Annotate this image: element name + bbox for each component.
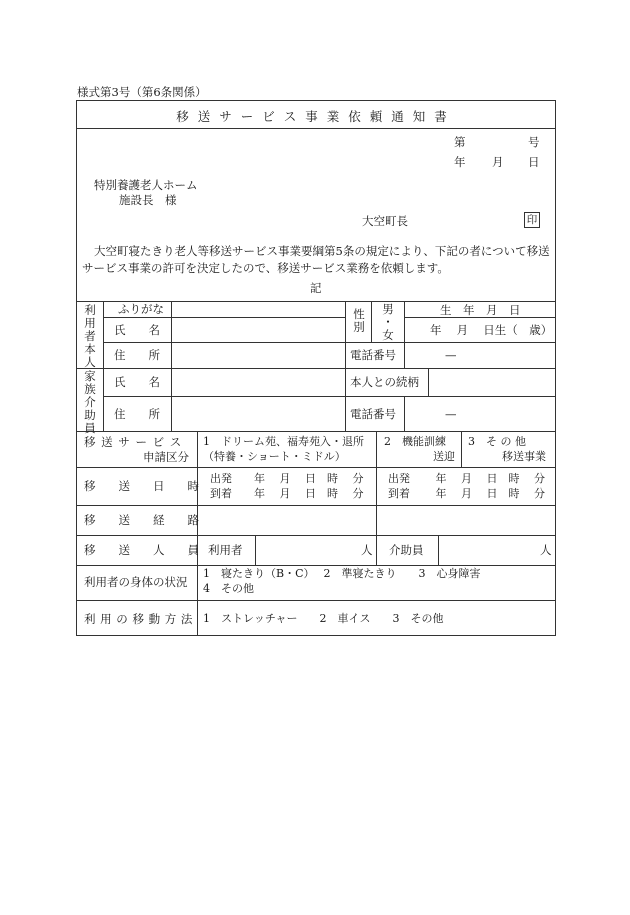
mobility-value: 1 ストレッチャー 2 車イス 3 その他 <box>203 612 444 625</box>
rule <box>76 467 556 468</box>
user-name-label: 氏 名 <box>114 323 160 337</box>
rule <box>461 431 462 467</box>
rule <box>103 301 104 431</box>
transport-datetime-label: 移 送 日 時 <box>84 479 199 493</box>
form-title: 移送サービス事業依頼通知書 <box>176 109 456 124</box>
addressee-facility: 特別養護老人ホーム <box>94 178 198 192</box>
birth-value: 年 月 日生（ 歳） <box>430 323 553 337</box>
request-body-text: 大空町寝たきり老人等移送サービス事業要綱第5条の規定により、下記の者について移送サービス事業の許可を決定したので、移送サービス業務を依頼します。 <box>82 244 550 275</box>
staff-helper-unit: 人 <box>540 543 552 557</box>
service-type-label-2: 申請区分 <box>143 450 189 464</box>
rule <box>376 431 377 467</box>
body-condition-line-2: 4 その他 <box>203 582 254 595</box>
number-dai: 第 <box>454 135 466 149</box>
family-address-label: 住 所 <box>114 407 160 421</box>
sex-options: 男 ・ 女 <box>382 302 394 342</box>
date-month: 月 <box>492 155 504 169</box>
service-option-2-line-1: 2 機能訓練 <box>384 435 446 448</box>
depart-time-2: 出発 年 月 日 時 分 <box>388 472 545 485</box>
rule <box>76 368 556 369</box>
rule <box>438 535 439 565</box>
sender-name: 大空町長 <box>362 214 408 228</box>
rule <box>404 342 405 368</box>
service-option-1-line-1: 1 ドリーム苑、福寿苑入・退所 <box>203 435 364 448</box>
date-day: 日 <box>528 155 540 169</box>
rule <box>376 467 377 535</box>
depart-time-1: 出発 年 月 日 時 分 <box>210 472 364 485</box>
rule <box>428 368 429 396</box>
service-option-2-line-2: 送迎 <box>433 450 455 463</box>
family-phone-value: — <box>445 407 457 421</box>
route-label: 移 送 経 路 <box>84 513 199 527</box>
rule <box>197 431 198 636</box>
mobility-label: 利 用 の 移 動 方 法 <box>84 612 193 626</box>
rule <box>103 317 345 318</box>
staff-helper-label: 介助員 <box>389 543 424 557</box>
rule <box>76 565 556 566</box>
rule <box>404 301 405 342</box>
rule <box>255 535 256 565</box>
family-name-label: 氏 名 <box>114 375 160 389</box>
service-type-label-1: 移 送 サ ー ビ ス <box>84 435 183 449</box>
rule <box>371 301 372 342</box>
rule <box>76 600 556 601</box>
relation-label: 本人との続柄 <box>350 375 419 389</box>
staff-user-unit: 人 <box>361 543 373 557</box>
rule <box>404 396 405 431</box>
user-address-label: 住 所 <box>114 348 160 362</box>
body-condition-line-1: 1 寝たきり（B・C） 2 準寝たきり 3 心身障害 <box>203 567 481 580</box>
date-year: 年 <box>454 155 466 169</box>
title-row <box>77 101 555 129</box>
user-phone-value: — <box>445 348 457 362</box>
staff-label: 移 送 人 員 <box>84 543 199 557</box>
service-option-1-line-2: （特養・ショート・ミドル） <box>203 450 346 463</box>
birth-header: 生 年 月 日 <box>440 303 521 317</box>
ki-mark: 記 <box>310 281 322 295</box>
user-group-label: 利 用 者 本 人 <box>84 303 96 369</box>
arrive-time-2: 到着 年 月 日 時 分 <box>388 487 545 500</box>
number-go: 号 <box>528 135 540 149</box>
seal-mark: 印 <box>524 212 540 228</box>
addressee-person: 施設長 様 <box>119 193 177 207</box>
furigana-label: ふりがな <box>118 302 164 316</box>
rule <box>171 301 172 431</box>
staff-user-label: 利用者 <box>208 543 243 557</box>
body-condition-label: 利用者の身体の状況 <box>84 575 188 589</box>
sex-label: 性 別 <box>353 307 365 334</box>
family-group-label: 家 族 介 助 員 <box>84 369 96 435</box>
service-option-3-line-2: 移送事業 <box>502 450 546 463</box>
rule <box>76 505 556 506</box>
arrive-time-1: 到着 年 月 日 時 分 <box>210 487 364 500</box>
rule <box>376 535 377 565</box>
rule <box>76 431 556 432</box>
form-number-label: 様式第3号（第6条関係） <box>77 85 207 99</box>
rule <box>76 535 556 536</box>
family-phone-label: 電話番号 <box>350 407 396 421</box>
rule <box>404 317 556 318</box>
rule <box>345 301 346 431</box>
service-option-3-line-1: 3 そ の 他 <box>468 435 526 448</box>
user-phone-label: 電話番号 <box>350 348 396 362</box>
